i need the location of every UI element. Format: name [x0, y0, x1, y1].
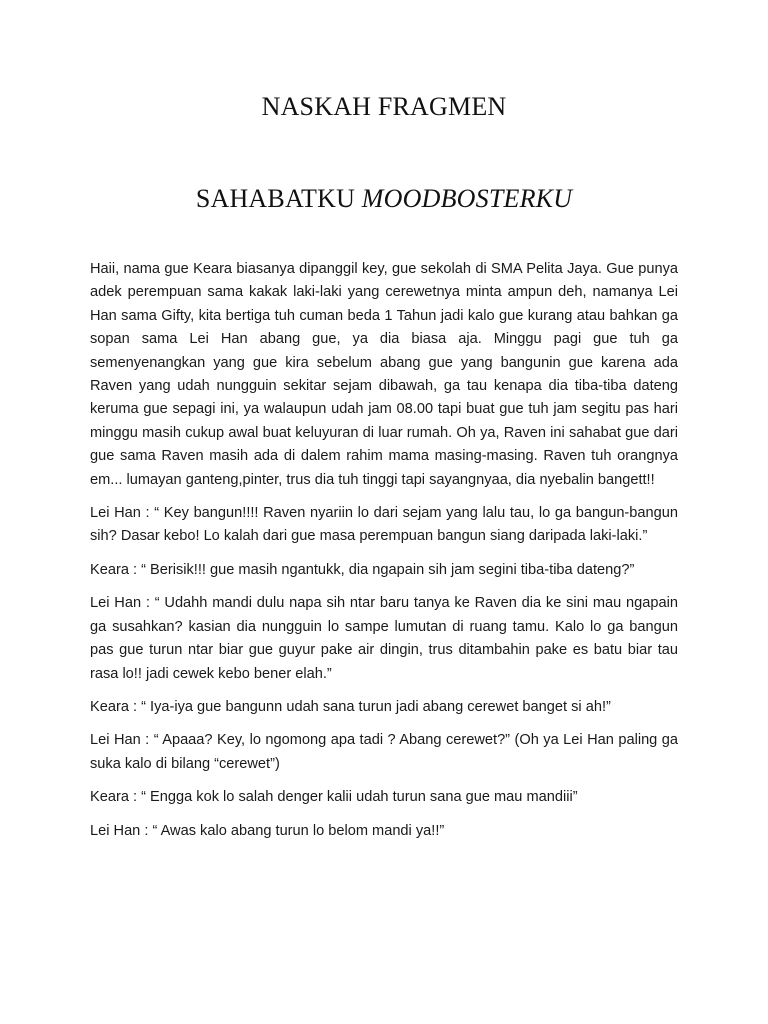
paragraph-dialogue: Lei Han : “ Key bangun!!!! Raven nyariin lo dari sejam yang lalu tau, lo ga bangun-bangun sih? Dasar kebo! Lo kalah dari gue masa perempuan bangun siang daripada laki-laki.”: [90, 505, 678, 545]
document-subtitle: [0, 184, 768, 214]
paragraph-narration: Haii, nama gue Keara biasanya dipanggil key, gue sekolah di SMA Pelita Jaya. Gue punya adek perempuan sama kakak laki-laki yang cerewetnya minta ampun deh, namanya Lei Han sama Gifty, kita bertiga tuh cuman beda 1 Tahun jadi kalo gue kurang atau bahkan ga sopan sama Lei Han abang gue, ya dia biasa aja. Minggu pagi gue tuh ga semenyenangkan yang gue kira sebelum abang gue yang bangunin gue karena ada Raven yang udah nungguin sekitar sejam dibawah, ga tau kenapa dia tiba-tiba dateng keruma gue sepagi ini, ya walaupun udah jam 08.00 tapi buat gue tuh jam segitu pas hari minggu masih cukup awal buat keluyuran di luar rumah. Oh ya, Raven ini sahabat gue dari gue sama Raven masih ada di dalem rahim mama masing-masing. Raven tuh orangnya em... lumayan ganteng,pinter, trus dia tuh tinggi tapi sayangnyaa, dia nyebalin bangett!!: [90, 261, 678, 488]
paragraph-dialogue: Keara : “ Iya-iya gue bangunn udah sana turun jadi abang cerewet banget si ah!”: [90, 698, 611, 715]
paragraph-dialogue: Lei Han : “ Udahh mandi dulu napa sih ntar baru tanya ke Raven dia ke sini mau ngapain ga susahkan? kasian dia nungguin lo sampe lumutan di ruang tamu. Kalo lo ga bangun pas gue turun ntar biar gue guyur pake air dingin, trus ditambahin pake es batu biar tau rasa lo!! jadi cewek kebo bener elah.”: [90, 595, 678, 682]
paragraph-dialogue: Keara : “ Engga kok lo salah denger kalii udah turun sana gue mau mandiii”: [90, 789, 578, 806]
document-body: [90, 258, 678, 853]
document-title: NASKAH FRAGMEN: [261, 92, 507, 121]
subtitle-italic: MOODBOSTERKU: [361, 184, 573, 213]
subtitle-plain: SAHABATKU: [195, 184, 362, 213]
paragraph-dialogue: Lei Han : “ Apaaa? Key, lo ngomong apa tadi ? Abang cerewet?” (Oh ya Lei Han paling ga suka kalo di bilang “cerewet”): [90, 732, 678, 772]
paragraph-dialogue: Lei Han : “ Awas kalo abang turun lo belom mandi ya!!”: [90, 822, 445, 839]
paragraph-dialogue: Keara : “ Berisik!!! gue masih ngantukk, dia ngapain sih jam segini tiba-tiba dateng?”: [90, 561, 635, 578]
